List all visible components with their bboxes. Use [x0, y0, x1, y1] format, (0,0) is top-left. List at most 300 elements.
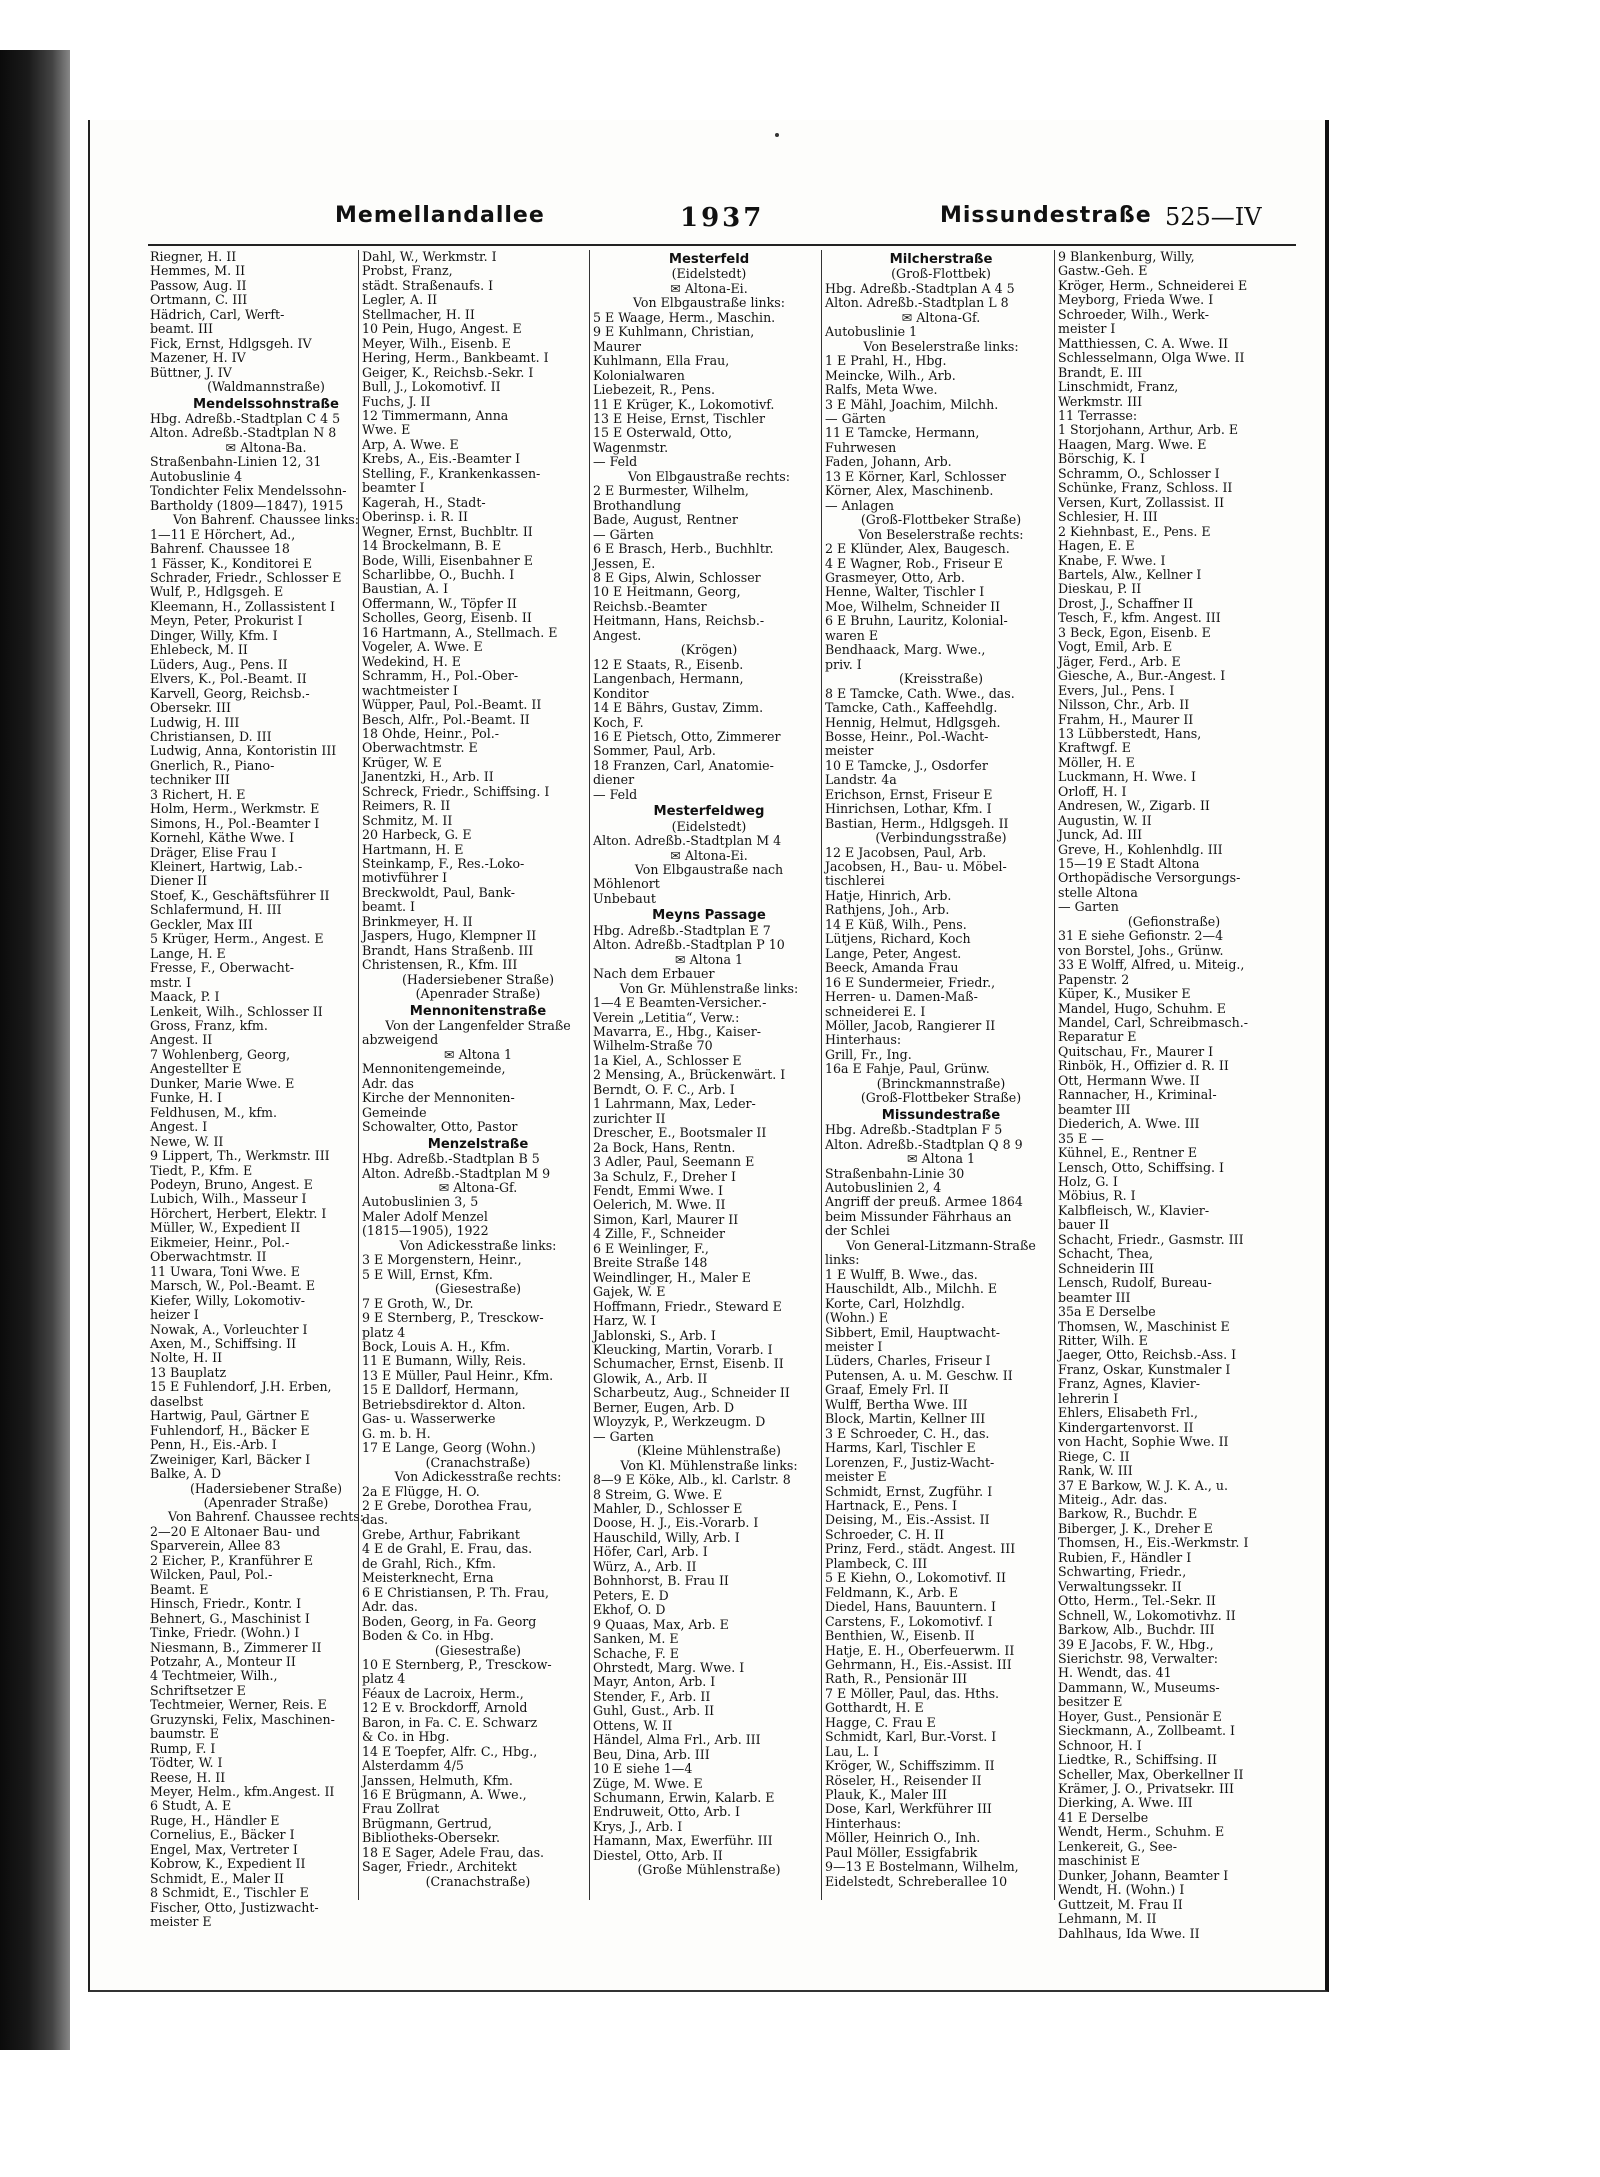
directory-entry: Schmidt, Ernst, Zugführ. I	[825, 1483, 993, 1499]
directory-entry: Nach dem Erbauer	[593, 966, 715, 982]
directory-entry: das.	[362, 1512, 389, 1528]
directory-entry: besitzer E	[1058, 1694, 1123, 1710]
directory-entry: Schwarting, Friedr.,	[1058, 1564, 1187, 1580]
directory-entry: Faden, Johann, Arb.	[825, 454, 952, 470]
directory-entry: Möller, H. E	[1058, 754, 1135, 770]
directory-entry: Lorenzen, F., Justiz-Wacht-	[825, 1454, 995, 1470]
directory-entry: Simons, H., Pol.-Beamter I	[150, 815, 320, 831]
directory-entry: beamt. I	[362, 899, 416, 915]
directory-entry: Nolte, H. II	[150, 1350, 223, 1366]
directory-entry: Beeck, Amanda Frau	[825, 960, 959, 976]
directory-entry: 3 Adler, Paul, Seemann E	[593, 1154, 755, 1170]
directory-entry: 3 E Mähl, Joachim, Milchh.	[825, 396, 999, 412]
directory-entry: Fendt, Emmi Wwe. I	[593, 1183, 724, 1198]
directory-entry: Händel, Alma Frl., Arb. III	[593, 1732, 761, 1748]
directory-entry: 15 E Osterwald, Otto,	[593, 425, 732, 441]
directory-entry: 10 E Tamcke, J., Osdorfer	[825, 757, 988, 773]
directory-entry: Rathjens, Joh., Arb.	[825, 902, 950, 918]
directory-entry: Wendt, Herm., Schuhm. E	[1058, 1824, 1225, 1840]
directory-entry: Ehlers, Elisabeth Frl.,	[1058, 1405, 1198, 1421]
directory-entry: waren E	[825, 627, 879, 643]
directory-entry: Peters, E. D	[593, 1587, 669, 1603]
directory-entry: Wedekind, H. E	[362, 653, 461, 669]
directory-entry: Unbebaut	[593, 890, 656, 906]
directory-entry: Jessen, E.	[593, 555, 656, 571]
directory-entry: priv. I	[825, 656, 862, 672]
header-rule	[148, 244, 1296, 246]
directory-entry: Franz, Agnes, Klavier-	[1058, 1376, 1201, 1392]
directory-entry: Grasmeyer, Otto, Arb.	[825, 569, 965, 585]
directory-entry: Lensch, Rudolf, Bureau-	[1058, 1275, 1212, 1291]
directory-note: (Große Mühlenstraße)	[637, 1862, 781, 1878]
directory-entry: Moe, Wilhelm, Schneider II	[825, 598, 1001, 614]
directory-entry: Knabe, F. Wwe. I	[1058, 552, 1166, 568]
book-spine	[0, 50, 70, 2050]
directory-entry: Elvers, K., Pol.-Beamt. II	[150, 671, 307, 687]
directory-entry: 1 E Prahl, H., Hbg.	[825, 353, 947, 369]
directory-entry: Tödter, W. I	[150, 1755, 223, 1771]
directory-entry: 3 Richert, H. E	[150, 786, 246, 802]
directory-entry: Paul Möller, Essigfabrik	[825, 1844, 978, 1860]
directory-entry: Haagen, Marg. Wwe. E	[1058, 436, 1207, 452]
directory-entry: 13 E Müller, Paul Heinr., Kfm.	[362, 1367, 554, 1383]
directory-entry: Krebs, A., Eis.-Beamter I	[362, 451, 521, 467]
directory-entry: Wwe. E	[362, 422, 411, 438]
directory-entry: Bartels, Alw., Kellner I	[1058, 566, 1202, 582]
directory-entry: 9 E Sternberg, P., Tresckow-	[362, 1310, 544, 1326]
directory-entry: 3 E Schroeder, C. H., das.	[825, 1425, 990, 1441]
directory-entry: Berndt, O. F. C., Arb. I	[593, 1081, 735, 1097]
directory-entry: Alton. Adreßb.-Stadtplan M 4	[593, 833, 782, 849]
directory-entry: Werkmstr. III	[1058, 393, 1143, 409]
directory-entry: Axen, M., Schiffsing. II	[150, 1335, 297, 1351]
directory-entry: Junck, Ad. III	[1058, 827, 1143, 843]
directory-note: ✉ Altona-Gf.	[438, 1180, 518, 1195]
directory-entry: Angriff der preuß. Armee 1864	[825, 1194, 1023, 1210]
directory-entry: 14 E Küß, Wilh., Pens.	[825, 916, 967, 932]
directory-entry: Stellmacher, H. II	[362, 306, 475, 322]
directory-entry: 10 E Sternberg, P., Tresckow-	[362, 1656, 552, 1672]
directory-entry: Hartwig, Paul, Gärtner E	[150, 1408, 310, 1424]
directory-entry: — Garten	[1058, 899, 1119, 915]
directory-entry: Jaspers, Hugo, Klempner II	[362, 928, 537, 944]
directory-entry: Steinkamp, F., Res.-Loko-	[362, 856, 525, 872]
directory-entry: 14 E Toepfer, Alfr. C., Hbg.,	[362, 1743, 538, 1759]
directory-entry: Funke, H. I	[150, 1090, 223, 1106]
directory-entry: platz 4	[362, 1324, 406, 1340]
directory-entry: Bade, August, Rentner	[593, 512, 738, 528]
directory-entry: — Feld	[593, 786, 638, 802]
directory-entry: Benthien, W., Eisenb. II	[825, 1628, 975, 1644]
directory-entry: 6 E Bruhn, Lauritz, Kolonial-	[825, 613, 1008, 629]
directory-entry: Bibliotheks-Obersekr.	[362, 1830, 501, 1846]
directory-entry: Rannacher, H., Kriminal-	[1058, 1087, 1217, 1103]
header-page-number: 525—IV	[1165, 203, 1262, 231]
directory-entry: schneiderei E. I	[825, 1003, 926, 1019]
directory-entry: baumstr. E	[150, 1726, 219, 1742]
directory-entry: Schneiderin III	[1058, 1260, 1154, 1276]
directory-entry: 3 Beck, Egon, Eisenb. E	[1058, 624, 1211, 640]
directory-entry: Schreck, Friedr., Schiffsing. I	[362, 783, 550, 799]
directory-entry: von Borstel, Johs., Grünw.	[1058, 942, 1224, 958]
directory-entry: Geiger, K., Reichsb.-Sekr. I	[362, 364, 534, 380]
directory-entry: Vogt, Emil, Arb. E	[1058, 639, 1173, 655]
directory-entry: Dunker, Johann, Beamter I	[1058, 1867, 1229, 1883]
directory-entry: Techtmeier, Werner, Reis. E	[150, 1697, 327, 1713]
directory-note: ✉ Altona-Ei.	[670, 280, 748, 296]
directory-entry: 10 E Heitmann, Georg,	[593, 584, 741, 600]
directory-entry: Wilcken, Paul, Pol.-	[150, 1567, 273, 1583]
directory-entry: Landstr. 4a	[825, 772, 897, 788]
directory-entry: — Feld	[593, 454, 638, 470]
directory-entry: Lau, L. I	[825, 1743, 879, 1759]
directory-entry: Hering, Herm., Bankbeamt. I	[362, 350, 549, 366]
directory-entry: Maler Adolf Menzel	[362, 1208, 488, 1224]
directory-entry: Hoffmann, Friedr., Steward E	[593, 1298, 782, 1314]
directory-entry: Tesch, F., kfm. Angest. III	[1058, 610, 1221, 626]
directory-entry: 10 Pein, Hugo, Angest. E	[362, 321, 522, 337]
directory-entry: Kindergartenvorst. II	[1058, 1419, 1194, 1435]
directory-entry: Breckwoldt, Paul, Bank-	[362, 884, 516, 900]
directory-entry: platz 4	[362, 1671, 406, 1687]
directory-entry: Ott, Hermann Wwe. II	[1058, 1072, 1200, 1088]
directory-entry: Alton. Adreßb.-Stadtplan L 8	[825, 295, 1009, 311]
header-right-street: Missundestraße	[940, 203, 1152, 228]
directory-entry: 9 Lippert, Th., Werkmstr. III	[150, 1148, 330, 1164]
directory-entry: Beu, Dina, Arb. III	[593, 1746, 710, 1762]
directory-entry: Endruweit, Otto, Arb. I	[593, 1804, 741, 1820]
directory-entry: Hinrichsen, Lothar, Kfm. I	[825, 801, 992, 817]
directory-entry: Börschig, K. I	[1058, 451, 1145, 467]
directory-entry: Nilsson, Chr., Arb. II	[1058, 697, 1190, 713]
directory-entry: Orthopädische Versorgungs-	[1058, 870, 1241, 886]
header-left-street: Memellandallee	[335, 203, 545, 228]
directory-entry: Orloff, H. I	[1058, 783, 1127, 799]
directory-entry: techniker III	[150, 772, 230, 788]
directory-entry: Hinsch, Friedr., Kontr. I	[150, 1596, 302, 1612]
directory-entry: — Garten	[593, 1428, 654, 1444]
directory-entry: Herren- u. Damen-Maß-	[825, 989, 978, 1005]
directory-entry: 1 Lahrmann, Max, Leder-	[593, 1096, 756, 1112]
directory-note: (Apenrader Straße)	[415, 986, 541, 1002]
directory-entry: Feldhusen, M., kfm.	[150, 1104, 277, 1120]
directory-entry: Offermann, W., Töpfer II	[362, 595, 517, 611]
directory-entry: Gnerlich, R., Piano-	[150, 757, 275, 773]
directory-entry: 20 Harbeck, G. E	[362, 827, 472, 843]
directory-entry: Probst, Franz,	[362, 263, 453, 279]
directory-note: Von der Langenfelder Straße	[385, 1018, 571, 1034]
directory-entry: Maurer	[593, 338, 642, 354]
directory-entry: Eikmeier, Heinr., Pol.-	[150, 1234, 290, 1250]
directory-entry: — Gärten	[593, 526, 654, 542]
directory-entry: Hennig, Helmut, Hdlgsgeh.	[825, 714, 1001, 730]
directory-entry: Franz, Oskar, Kunstmaler I	[1058, 1361, 1231, 1377]
directory-entry: Breite Straße 148	[593, 1255, 708, 1271]
directory-entry: 37 E Barkow, W. J. K. A., u.	[1058, 1477, 1228, 1493]
directory-entry: Lüders, Charles, Friseur I	[825, 1353, 991, 1369]
directory-entry: Bartholdy (1809—1847), 1915	[150, 497, 344, 513]
directory-note: (Groß-Flottbeker Straße)	[860, 1090, 1022, 1106]
directory-entry: 13 Bauplatz	[150, 1364, 227, 1380]
directory-entry: Ritter, Wilh. E	[1058, 1332, 1148, 1348]
directory-entry: Drescher, E., Bootsmaler II	[593, 1125, 767, 1141]
directory-entry: 4 E de Grahl, E. Frau, das.	[362, 1541, 533, 1557]
directory-entry: 9—13 E Bostelmann, Wilhelm,	[825, 1859, 1019, 1875]
directory-entry: Hörchert, Herbert, Elektr. I	[150, 1205, 327, 1221]
directory-entry: Cornelius, E., Bäcker I	[150, 1827, 295, 1843]
directory-entry: Brothandlung	[593, 497, 682, 513]
directory-entry: Stender, F., Arb. II	[593, 1688, 711, 1704]
directory-entry: Bendhaack, Marg. Wwe.,	[825, 642, 986, 658]
directory-entry: Tondichter Felix Mendelssohn-	[150, 483, 347, 499]
directory-entry: Luckmann, H. Wwe. I	[1058, 769, 1196, 785]
directory-entry: lehrerin I	[1058, 1390, 1119, 1406]
directory-entry: 2a E Flügge, H. O.	[362, 1483, 480, 1499]
directory-entry: Gross, Franz, kfm.	[150, 1018, 268, 1034]
street-heading: Milcherstraße	[889, 252, 993, 267]
directory-entry: Legler, A. II	[362, 292, 438, 308]
directory-note: Von Elbgaustraße nach	[634, 862, 784, 878]
directory-entry: 33 E Wolff, Alfred, u. Miteig.,	[1058, 957, 1245, 973]
directory-entry: 9 Blankenburg, Willy,	[1058, 249, 1195, 264]
directory-entry: 5 E Kiehn, O., Lokomotivf. II	[825, 1570, 1006, 1586]
directory-entry: Angest.	[593, 627, 642, 643]
directory-entry: Matthiessen, C. A. Wwe. II	[1058, 335, 1229, 351]
directory-entry: 39 E Jacobs, F. W., Hbg.,	[1058, 1636, 1214, 1652]
directory-entry: Schramm, O., Schlosser I	[1058, 465, 1220, 481]
directory-entry: Guttzeit, M. Frau II	[1058, 1896, 1183, 1912]
directory-entry: Fick, Ernst, Hdlgsgeh. IV	[150, 335, 312, 351]
directory-entry: Diedel, Hans, Bauuntern. I	[825, 1599, 996, 1615]
directory-entry: Putensen, A. u. M. Geschw. II	[825, 1367, 1013, 1383]
directory-entry: Jäger, Ferd., Arb. E	[1058, 653, 1181, 669]
directory-entry: 6 E Christiansen, P. Th. Frau,	[362, 1584, 550, 1600]
directory-entry: motivführer I	[362, 870, 448, 886]
directory-entry: 1 E Wulff, B. Wwe., das.	[825, 1266, 978, 1282]
directory-entry: Baustian, A. I	[362, 581, 449, 597]
directory-entry: Meyer, Helm., kfm.Angest. II	[150, 1784, 335, 1800]
directory-entry: zurichter II	[593, 1110, 666, 1126]
directory-entry: Graaf, Emely Frl. II	[825, 1382, 949, 1398]
directory-note: (Cranachstraße)	[425, 1454, 531, 1470]
directory-entry: Block, Martin, Kellner III	[825, 1411, 986, 1427]
directory-entry: 16 E Pietsch, Otto, Zimmerer	[593, 728, 781, 744]
directory-entry: 10 E siehe 1—4	[593, 1761, 693, 1777]
directory-entry: 15—19 E Stadt Altona	[1058, 856, 1200, 872]
directory-entry: Meyer, Wilh., Eisenb. E	[362, 335, 511, 351]
directory-note: ✉ Altona 1	[675, 951, 743, 967]
directory-entry: abzweigend	[362, 1032, 439, 1048]
directory-entry: Angest. I	[150, 1119, 208, 1135]
directory-entry: Krüger, W. E	[362, 754, 442, 770]
directory-entry: Scharbeutz, Aug., Schneider II	[593, 1385, 790, 1401]
directory-column-4	[825, 250, 1057, 1910]
directory-entry: 2 E Klünder, Alex, Baugesch.	[825, 541, 1010, 557]
directory-entry: Andresen, W., Zigarb. II	[1058, 798, 1210, 814]
directory-entry: 2 E Burmester, Wilhelm,	[593, 483, 749, 499]
directory-entry: Reichsb.-Beamter	[593, 598, 707, 614]
directory-entry: Sparverein, Allee 83	[150, 1538, 281, 1554]
directory-entry: stelle Altona	[1058, 884, 1138, 900]
directory-entry: beamt. III	[150, 321, 213, 337]
directory-entry: Mahler, D., Schlosser E	[593, 1500, 743, 1516]
directory-entry: 13 E Heise, Ernst, Tischler	[593, 410, 766, 426]
directory-note: Von Beselerstraße links:	[863, 338, 1019, 354]
directory-entry: Geckler, Max III	[150, 916, 253, 932]
directory-entry: Langenbach, Hermann,	[593, 671, 744, 687]
directory-entry: Dierking, A. Wwe. III	[1058, 1795, 1193, 1811]
directory-entry: 9 E Kuhlmann, Christian,	[593, 324, 755, 340]
directory-entry: Schramm, H., Pol.-Ober-	[362, 668, 519, 684]
directory-entry: 11 Uwara, Toni Wwe. E	[150, 1263, 300, 1279]
directory-note: Von Adickesstraße links:	[399, 1237, 557, 1253]
directory-entry: Ekhof, O. D	[593, 1602, 666, 1618]
directory-entry: Oberwachtmstr. E	[362, 740, 478, 756]
directory-note: (Hadersiebener Straße)	[190, 1480, 342, 1496]
directory-entry: Kornehl, Käthe Wwe. I	[150, 830, 295, 846]
directory-entry: Holz, G. I	[1058, 1174, 1118, 1189]
directory-entry: Passow, Aug. II	[150, 277, 247, 293]
directory-entry: Sierichstr. 98, Verwalter:	[1058, 1650, 1219, 1666]
directory-note: Von Beselerstraße rechts:	[858, 526, 1024, 542]
directory-entry: Schrader, Friedr., Schlosser E	[150, 569, 342, 585]
directory-note: (Giesestraße)	[434, 1281, 522, 1297]
directory-entry: von Hacht, Sophie Wwe. II	[1058, 1434, 1229, 1450]
directory-entry: Quitschau, Fr., Maurer I	[1058, 1043, 1214, 1059]
directory-entry: Müller, W., Expedient II	[150, 1220, 301, 1236]
directory-entry: Schmidt, Karl, Bur.-Vorst. I	[825, 1729, 997, 1745]
directory-entry: Marsch, W., Pol.-Beamt. E	[150, 1278, 316, 1294]
directory-entry: Newe, W. II	[150, 1133, 224, 1149]
directory-entry: Guhl, Gust., Arb. II	[593, 1703, 715, 1719]
directory-entry: 31 E siehe Gefionstr. 2—4	[1058, 928, 1224, 944]
directory-entry: Riege, C. II	[1058, 1448, 1130, 1464]
directory-entry: Oberwachtmstr. II	[150, 1249, 267, 1265]
directory-entry: Wilhelm-Straße 70	[593, 1038, 713, 1054]
directory-entry: Fresse, F., Oberwacht-	[150, 960, 295, 976]
directory-entry: 18 Ohde, Heinr., Pol.-	[362, 725, 500, 741]
directory-entry: Schlesier, H. III	[1058, 509, 1158, 525]
directory-entry: Hbg. Adreßb.-Stadtplan B 5	[362, 1151, 540, 1167]
directory-entry: Hbg. Adreßb.-Stadtplan E 7	[593, 922, 771, 938]
directory-entry: Alton. Adreßb.-Stadtplan N 8	[150, 425, 337, 441]
directory-entry: Harms, Karl, Tischler E	[825, 1440, 976, 1456]
directory-entry: 7 E Groth, W., Dr.	[362, 1295, 474, 1311]
directory-entry: Eidelstedt, Schreberallee 10	[825, 1873, 1008, 1889]
directory-entry: Ludwig, H. III	[150, 714, 240, 730]
directory-entry: 16a E Fahje, Paul, Grünw.	[825, 1061, 990, 1077]
directory-entry: 8 E Gips, Alwin, Schlosser	[593, 569, 761, 585]
directory-entry: Hauschildt, Alb., Milchh. E	[825, 1281, 998, 1297]
directory-entry: Rubien, F., Händler I	[1058, 1549, 1192, 1565]
directory-entry: Krämer, J. O., Privatsekr. III	[1058, 1781, 1234, 1797]
directory-entry: 35a E Derselbe	[1058, 1304, 1156, 1320]
directory-note: (Groß-Flottbeker Straße)	[860, 512, 1022, 528]
directory-note: (Groß-Flottbek)	[891, 266, 991, 282]
directory-entry: Schacht, Thea,	[1058, 1246, 1154, 1262]
directory-entry: Janssen, Helmuth, Kfm.	[362, 1772, 513, 1788]
directory-entry: Bode, Willi, Eisenbahner E	[362, 552, 533, 568]
directory-column-1	[150, 249, 382, 1930]
directory-entry: Evers, Jul., Pens. I	[1058, 682, 1175, 698]
directory-entry: Dinger, Willy, Kfm. I	[150, 627, 278, 643]
directory-note: (Eidelstedt)	[671, 266, 747, 282]
directory-entry: Ortmann, C. III	[150, 292, 248, 308]
directory-entry: Lenkeit, Wilh., Schlosser II	[150, 1003, 323, 1019]
directory-entry: 41 E Derselbe	[1058, 1809, 1149, 1825]
directory-entry: heizer I	[150, 1307, 199, 1323]
directory-entry: Barkow, Alb., Buchdr. III	[1058, 1622, 1215, 1638]
directory-note: ✉ Altona 1	[444, 1046, 512, 1062]
directory-entry: Lange, Peter, Angest.	[825, 945, 962, 961]
directory-entry: Angest. II	[150, 1032, 213, 1048]
directory-entry: Gajek, W. E	[593, 1284, 666, 1300]
street-heading: Meyns Passage	[652, 908, 766, 924]
directory-entry: Schache, F. E	[593, 1645, 679, 1661]
directory-entry: maschinist E	[1058, 1853, 1140, 1869]
directory-entry: Hbg. Adreßb.-Stadtplan F 5	[825, 1122, 1003, 1138]
directory-note: (Cranachstraße)	[425, 1873, 531, 1889]
directory-entry: Frau Zollrat	[362, 1801, 440, 1817]
directory-entry: 18 Franzen, Carl, Anatomie-	[593, 757, 774, 773]
directory-entry: Möhlenort	[593, 876, 660, 892]
directory-entry: Kolonialwaren	[593, 367, 685, 383]
directory-note: ✉ Altona-Ei.	[670, 847, 748, 863]
directory-entry: Hauschild, Willy, Arb. I	[593, 1529, 740, 1545]
directory-entry: Wulf, P., Hdlgsgeh. E	[150, 584, 284, 600]
directory-entry: 12 E Jacobsen, Paul, Arb.	[825, 844, 987, 860]
directory-entry: Wloyzyk, P., Werkzeugm. D	[593, 1414, 766, 1430]
directory-note: Von General-Litzmann-Straße	[846, 1237, 1036, 1253]
directory-column-2	[362, 250, 594, 1910]
directory-entry: Hoyer, Gust., Pensionär E	[1058, 1708, 1222, 1724]
directory-entry: Thomsen, H., Eis.-Werkmstr. I	[1058, 1535, 1249, 1551]
directory-entry: 2 Mensing, A., Brückenwärt. I	[593, 1067, 786, 1083]
directory-entry: 13 Lübberstedt, Hans,	[1058, 725, 1202, 741]
directory-entry: Simon, Karl, Maurer II	[593, 1211, 739, 1227]
directory-entry: 5 Krüger, Herm., Angest. E	[150, 931, 324, 947]
directory-entry: beamter I	[362, 480, 425, 496]
directory-entry: mstr. I	[150, 974, 192, 990]
directory-note: (Brinckmannstraße)	[876, 1075, 1006, 1091]
directory-entry: Adr. das	[362, 1075, 414, 1091]
directory-note: Von Kl. Mühlenstraße links:	[620, 1457, 798, 1473]
directory-note: Von Elbgaustraße links:	[632, 295, 786, 311]
directory-entry: Tiedt, P., Kfm. E	[150, 1162, 253, 1178]
directory-entry: Möller, Jacob, Rangierer II	[825, 1018, 996, 1034]
directory-entry: Drost, J., Schaffner II	[1058, 595, 1194, 611]
directory-entry: 13 E Körner, Karl, Schlosser	[825, 468, 1006, 484]
directory-entry: Liedtke, R., Schiffsing. II	[1058, 1752, 1217, 1768]
directory-entry: Körner, Alex, Maschinenb.	[825, 483, 994, 499]
directory-entry: Augustin, W. II	[1058, 812, 1152, 828]
directory-entry: Fuhrwesen	[825, 439, 897, 455]
directory-entry: Doose, H. J., Eis.-Vorarb. I	[593, 1515, 759, 1531]
directory-entry: Schnoor, H. I	[1058, 1737, 1142, 1753]
directory-entry: Arp, A. Wwe. E	[362, 436, 459, 452]
directory-entry: Weindlinger, H., Maler E	[593, 1269, 751, 1285]
directory-note: ✉ Altona-Gf.	[901, 309, 981, 325]
directory-entry: Brinkmeyer, H. II	[362, 913, 473, 929]
directory-entry: Kröger, Herm., Schneiderei E	[1058, 277, 1248, 293]
directory-entry: Diederich, A. Wwe. III	[1058, 1116, 1200, 1132]
directory-entry: (Wohn.) E	[825, 1310, 888, 1326]
directory-entry: der Schlei	[825, 1223, 890, 1239]
street-heading: Mesterfeld	[668, 252, 750, 267]
directory-entry: 7 Wohlenberg, Georg,	[150, 1046, 291, 1062]
directory-entry: Wulff, Bertha Wwe. III	[825, 1396, 968, 1412]
directory-entry: Möbius, R. I	[1058, 1188, 1136, 1204]
